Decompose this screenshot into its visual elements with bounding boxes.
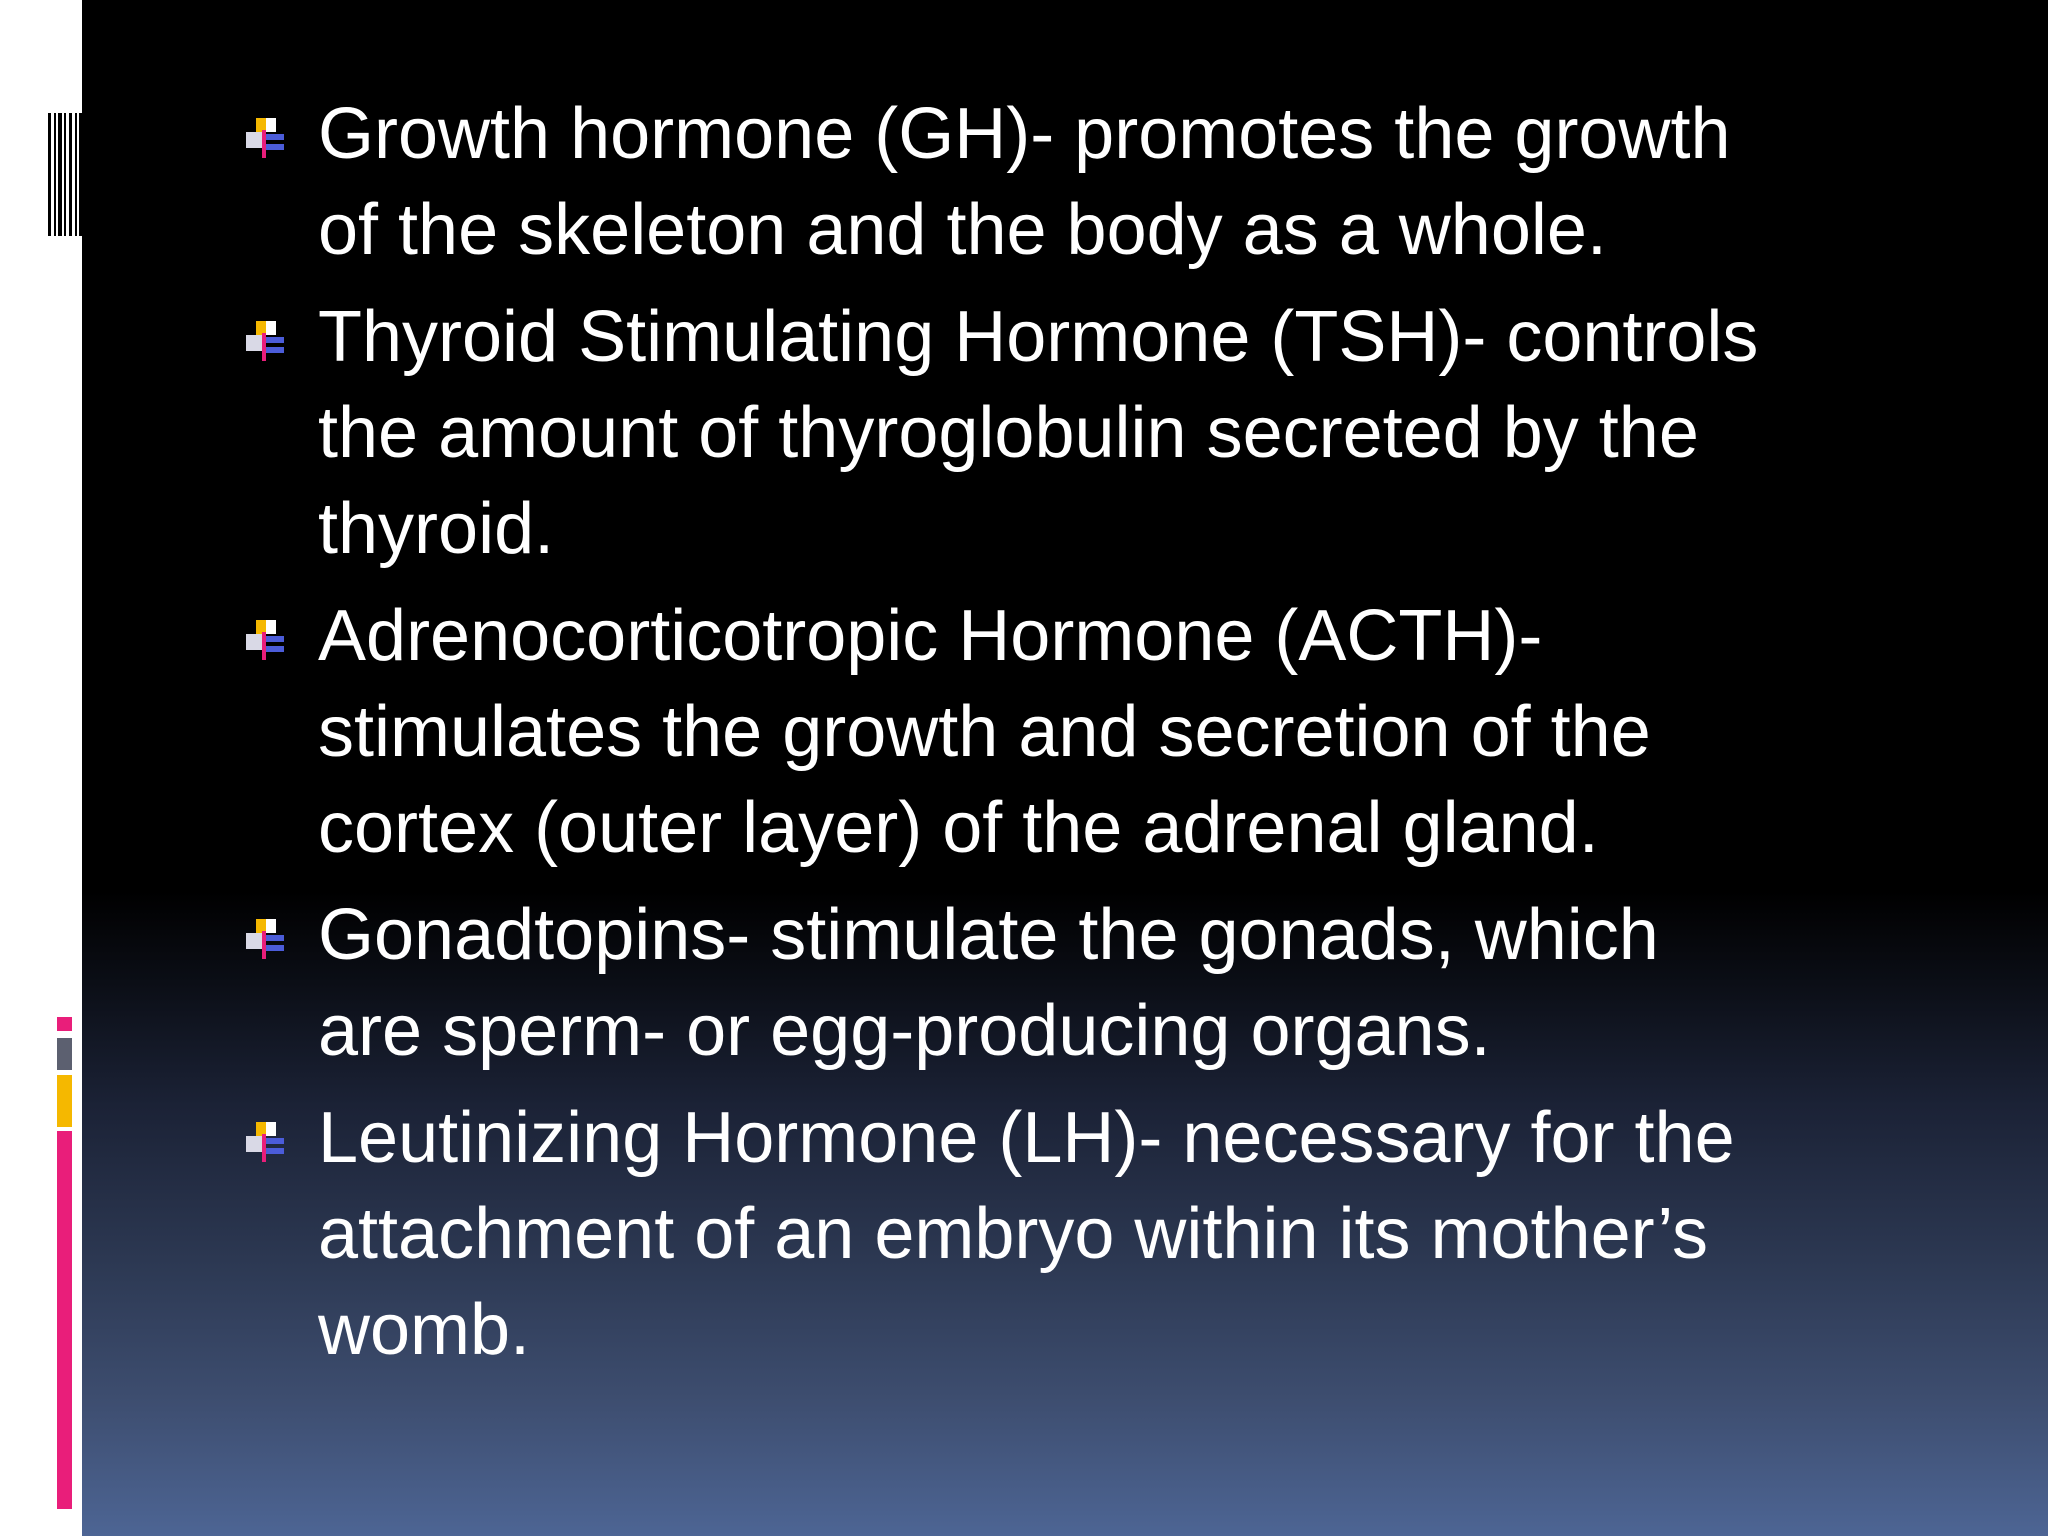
barcode-decoration: [48, 113, 82, 236]
accent-bar-pink-top: [57, 1017, 72, 1031]
bullet-item: [238, 86, 1938, 278]
bullet-text: Thyroid Stimulating Hormone (TSH)- controls the amount of thyroglobulin secreted by the thyroid.: [318, 297, 1759, 569]
bullet-text: Growth hormone (GH)- promotes the growth of the skeleton and the body as a whole.: [318, 94, 1731, 270]
accent-bar-gray: [57, 1038, 72, 1070]
accent-bar-yellow: [57, 1075, 72, 1127]
bullet-item: [238, 289, 1938, 577]
colored-block-bullet-icon: [238, 911, 290, 963]
bullet-list: [238, 86, 1938, 1389]
colored-block-bullet-icon: [238, 1114, 290, 1166]
colored-block-bullet-icon: [238, 313, 290, 365]
bullet-text: Leutinizing Hormone (LH)- necessary for the attachment of an embryo within its mother’s womb.: [318, 1098, 1735, 1370]
colored-block-bullet-icon: [238, 612, 290, 664]
accent-bar-pink-long: [57, 1131, 72, 1509]
bullet-text: Adrenocorticotropic Hormone (ACTH)- stimulates the growth and secretion of the cortex (outer layer) of the adrenal gland.: [318, 596, 1651, 868]
colored-block-bullet-icon: [238, 110, 290, 162]
bullet-text: Gonadtopins- stimulate the gonads, which are sperm- or egg-producing organs.: [318, 895, 1659, 1071]
bullet-item: [238, 1090, 1938, 1378]
bullet-item: [238, 887, 1938, 1079]
bullet-item: [238, 588, 1938, 876]
